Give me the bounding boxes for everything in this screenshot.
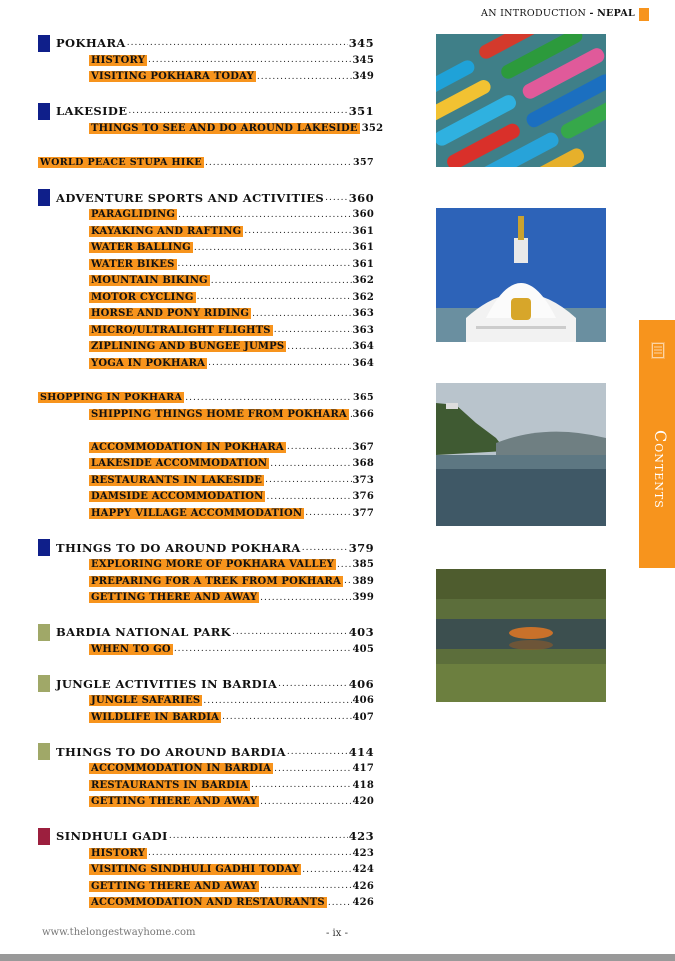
chapter-page: 414 <box>348 744 374 759</box>
leader-dots <box>287 442 352 452</box>
leader-dots <box>211 276 352 286</box>
leader-dots <box>128 106 347 116</box>
sub-title: KAYAKING AND RAFTING <box>91 225 242 237</box>
chapter-page: 357 <box>352 157 374 168</box>
chapter-marker <box>38 539 50 556</box>
photo-colorful-boats <box>436 34 606 167</box>
chapter-marker <box>38 189 50 206</box>
toc-sub-entry[interactable] <box>38 472 374 489</box>
leader-dots <box>208 358 351 368</box>
toc-chapter-entry[interactable] <box>38 539 374 557</box>
leader-dots <box>148 55 351 65</box>
sub-title: JUNGLE SAFARIES <box>91 695 201 707</box>
leader-dots <box>337 560 352 570</box>
sub-page: 389 <box>352 575 374 587</box>
sub-page: 363 <box>352 324 374 336</box>
leader-dots <box>287 747 348 757</box>
sub-page: 366 <box>352 409 374 421</box>
toc-sub-entry[interactable] <box>38 505 374 522</box>
leader-dots <box>205 158 352 168</box>
chapter-title: POKHARA <box>56 36 126 50</box>
chapter-title: ADVENTURE SPORTS AND ACTIVITIES <box>56 190 325 205</box>
sub-page: 424 <box>352 864 374 876</box>
toc-section <box>38 439 374 522</box>
sub-page: 385 <box>352 559 374 571</box>
chapter-page: 403 <box>348 625 374 639</box>
leader-dots <box>244 226 351 236</box>
toc-sub-entry[interactable] <box>38 306 374 323</box>
sub-page: 349 <box>352 71 374 83</box>
toc-sub-entry[interactable] <box>38 439 374 456</box>
toc-sub-entry[interactable] <box>38 878 374 895</box>
toc-sub-entry[interactable] <box>38 256 374 273</box>
toc-sub-entry[interactable] <box>38 355 374 372</box>
leader-dots <box>302 865 351 875</box>
sub-page: 377 <box>352 507 374 519</box>
toc-sub-entry[interactable] <box>38 120 384 137</box>
sub-page: 361 <box>352 225 374 237</box>
sub-title: ACCOMMODATION IN BARDIA <box>91 763 272 775</box>
sub-title: MOUNTAIN BIKING <box>91 275 208 287</box>
chapter-page: 345 <box>348 36 374 50</box>
toc-sub-entry[interactable] <box>38 273 374 290</box>
photo-phewa-lake <box>436 383 606 526</box>
sub-title: VISITING SINDHULI GADHI TODAY <box>91 864 300 876</box>
sub-page: 362 <box>352 291 374 303</box>
leader-dots <box>178 210 351 220</box>
chapter-marker <box>38 675 50 692</box>
toc-section <box>38 102 384 137</box>
sub-title: PREPARING FOR A TREK FROM POKHARA <box>91 575 342 587</box>
sub-title: MICRO/ULTRALIGHT FLIGHTS <box>91 324 271 336</box>
toc-sub-entry[interactable] <box>38 777 374 794</box>
toc-chapter-entry[interactable] <box>38 189 374 207</box>
sub-page: 417 <box>352 763 374 775</box>
chapter-title: THINGS TO DO AROUND POKHARA <box>56 540 301 555</box>
sub-page: 426 <box>352 880 374 892</box>
leader-dots <box>169 831 348 841</box>
leader-dots <box>197 292 352 302</box>
leader-dots <box>260 593 351 603</box>
toc-sub-entry[interactable] <box>38 862 374 879</box>
chapter-marker <box>38 828 50 845</box>
chapter-page: 365 <box>352 392 374 403</box>
sub-page: 361 <box>352 242 374 254</box>
toc-chapter-entry[interactable] <box>38 389 374 407</box>
sub-title: RESTAURANTS IN BARDIA <box>91 779 249 791</box>
table-of-contents <box>38 34 384 928</box>
photo-bardia-tiger <box>436 569 606 702</box>
toc-sub-entry[interactable] <box>38 693 374 710</box>
sub-page: 376 <box>352 491 374 503</box>
leader-dots <box>260 881 351 891</box>
sub-page: 426 <box>352 897 374 909</box>
sub-page: 373 <box>352 474 374 486</box>
toc-section <box>38 675 374 726</box>
sub-title: MOTOR CYCLING <box>91 291 194 303</box>
chapter-page: 406 <box>348 676 374 691</box>
leader-dots <box>185 393 352 403</box>
toc-sub-entry[interactable] <box>38 289 374 306</box>
sub-title: GETTING THERE AND AWAY <box>91 880 258 892</box>
toc-sub-entry[interactable] <box>38 489 374 506</box>
sub-title: HISTORY <box>91 54 146 66</box>
sub-title: PARAGLIDING <box>91 209 176 221</box>
toc-sub-entry[interactable] <box>38 240 374 257</box>
chapter-title: THINGS TO DO AROUND BARDIA <box>56 744 286 759</box>
sub-page: 361 <box>352 258 374 270</box>
leader-dots <box>344 576 352 586</box>
sub-page: 345 <box>352 54 374 66</box>
header-country: NEPAL <box>597 8 635 19</box>
sub-page: 406 <box>352 695 374 707</box>
sub-page: 352 <box>361 122 384 134</box>
leader-dots <box>148 848 351 858</box>
toc-sub-entry[interactable] <box>38 709 374 726</box>
footer-url[interactable]: www.thelongestwayhome.com <box>42 927 196 938</box>
sub-page: 364 <box>352 357 374 369</box>
chapter-page: 379 <box>348 540 374 555</box>
toc-chapter-entry[interactable] <box>38 154 374 172</box>
header-accent-square <box>639 8 649 21</box>
toc-sub-entry[interactable] <box>38 557 374 574</box>
leader-dots <box>305 508 351 518</box>
sub-title: RESTAURANTS IN LAKESIDE <box>91 474 263 486</box>
sub-page: 418 <box>352 779 374 791</box>
sub-title: SHIPPING THINGS HOME FROM POKHARA <box>91 409 347 421</box>
toc-sub-entry[interactable] <box>38 223 374 240</box>
toc-section <box>38 189 374 372</box>
leader-dots <box>178 259 352 269</box>
leader-dots <box>174 644 352 654</box>
footer-page-number: - ix - <box>326 928 348 939</box>
sub-title: THINGS TO SEE AND DO AROUND LAKESIDE <box>91 122 358 134</box>
sub-title: WILDLIFE IN BARDIA <box>91 711 220 723</box>
sub-title: DAMSIDE ACCOMMODATION <box>91 491 264 503</box>
toc-sub-entry[interactable] <box>38 794 374 811</box>
header-separator: - <box>589 8 594 19</box>
sub-page: 368 <box>352 458 374 470</box>
sub-title: WATER BIKES <box>91 258 175 270</box>
photo-world-peace-stupa <box>436 208 606 342</box>
chapter-title: WORLD PEACE STUPA HIKE <box>40 157 202 168</box>
sub-page: 423 <box>352 847 374 859</box>
chapter-title: SHOPPING IN POKHARA <box>40 392 183 403</box>
toc-chapter-entry[interactable] <box>38 743 374 761</box>
sub-title: WHEN TO GO <box>91 643 171 655</box>
sub-page: 405 <box>352 643 374 655</box>
leader-dots <box>266 492 351 502</box>
leader-dots <box>287 342 351 352</box>
sub-title: ACCOMMODATION AND RESTAURANTS <box>91 897 325 909</box>
toc-section <box>38 154 374 172</box>
toc-section <box>38 743 374 811</box>
leader-dots <box>274 325 352 335</box>
toc-sub-entry[interactable] <box>38 207 374 224</box>
chapter-page: 360 <box>348 190 374 205</box>
toc-section <box>38 389 374 424</box>
chapter-title: BARDIA NATIONAL PARK <box>56 625 232 639</box>
toc-section <box>38 623 374 658</box>
leader-dots <box>257 72 352 82</box>
sub-page: 363 <box>352 308 374 320</box>
chapter-marker <box>38 743 50 760</box>
sub-title: VISITING POKHARA TODAY <box>91 71 254 83</box>
contents-side-tab[interactable] <box>639 320 675 568</box>
leader-dots <box>278 679 348 689</box>
chapter-marker <box>38 35 50 52</box>
toc-sub-entry[interactable] <box>38 322 374 339</box>
chapter-title: SINDHULI GADI <box>56 829 168 843</box>
sub-title: HORSE AND PONY RIDING <box>91 308 250 320</box>
toc-sub-entry[interactable] <box>38 845 374 862</box>
leader-dots <box>270 459 351 469</box>
sub-title: GETTING THERE AND AWAY <box>91 592 258 604</box>
toc-sub-entry[interactable] <box>38 69 374 86</box>
sub-title: LAKESIDE ACCOMMODATION <box>91 458 268 470</box>
chapter-marker <box>38 103 50 120</box>
leader-dots <box>302 543 348 553</box>
toc-sub-entry[interactable] <box>38 339 374 356</box>
sub-page: 399 <box>352 592 374 604</box>
chapter-page: 423 <box>348 829 374 843</box>
sub-title: ACCOMMODATION IN POKHARA <box>91 441 284 453</box>
leader-dots <box>127 38 348 48</box>
toc-sub-entry[interactable] <box>38 456 374 473</box>
leader-dots <box>260 797 351 807</box>
toc-sub-entry[interactable] <box>38 641 374 658</box>
document-icon <box>651 342 665 359</box>
sub-title: HAPPY VILLAGE ACCOMMODATION <box>91 507 303 519</box>
toc-section <box>38 827 374 911</box>
sub-page: 407 <box>352 711 374 723</box>
toc-sub-entry[interactable] <box>38 573 374 590</box>
toc-chapter-entry[interactable] <box>38 623 374 641</box>
toc-sub-entry[interactable] <box>38 52 374 69</box>
leader-dots <box>325 193 348 203</box>
leader-dots <box>274 764 351 774</box>
sub-title: WATER BALLING <box>91 242 191 254</box>
sub-title: GETTING THERE AND AWAY <box>91 796 258 808</box>
sub-page: 362 <box>352 275 374 287</box>
chapter-title: JUNGLE ACTIVITIES IN BARDIA <box>56 676 278 691</box>
sub-title: YOGA IN POKHARA <box>91 357 206 369</box>
leader-dots <box>203 696 351 706</box>
leader-dots <box>350 410 352 420</box>
running-header <box>481 8 635 19</box>
chapter-page: 351 <box>348 104 374 118</box>
toc-chapter-entry[interactable] <box>38 34 374 52</box>
bottom-rule <box>0 954 675 961</box>
sub-page: 360 <box>352 209 374 221</box>
leader-dots <box>328 898 352 908</box>
toc-sub-entry[interactable] <box>38 895 374 912</box>
leader-dots <box>222 712 351 722</box>
leader-dots <box>194 243 352 253</box>
header-section: AN INTRODUCTION <box>481 8 587 19</box>
toc-section <box>38 539 374 607</box>
toc-chapter-entry[interactable] <box>38 675 374 693</box>
sub-page: 367 <box>352 441 374 453</box>
toc-section <box>38 34 374 85</box>
sub-title: ZIPLINING AND BUNGEE JUMPS <box>91 341 285 353</box>
toc-sub-entry[interactable] <box>38 761 374 778</box>
chapter-marker <box>38 624 50 641</box>
side-tab-label: Contents <box>651 430 670 509</box>
leader-dots <box>252 309 351 319</box>
leader-dots <box>232 627 348 637</box>
toc-chapter-entry[interactable] <box>38 102 374 120</box>
sub-page: 364 <box>352 341 374 353</box>
sub-title: EXPLORING MORE OF POKHARA VALLEY <box>91 559 334 571</box>
chapter-title: LAKESIDE <box>56 104 128 118</box>
toc-sub-entry[interactable] <box>38 590 374 607</box>
leader-dots <box>251 780 352 790</box>
sub-page: 420 <box>352 796 374 808</box>
toc-chapter-entry[interactable] <box>38 827 374 845</box>
leader-dots <box>265 475 351 485</box>
sub-title: HISTORY <box>91 847 146 859</box>
toc-sub-entry[interactable] <box>38 407 374 424</box>
